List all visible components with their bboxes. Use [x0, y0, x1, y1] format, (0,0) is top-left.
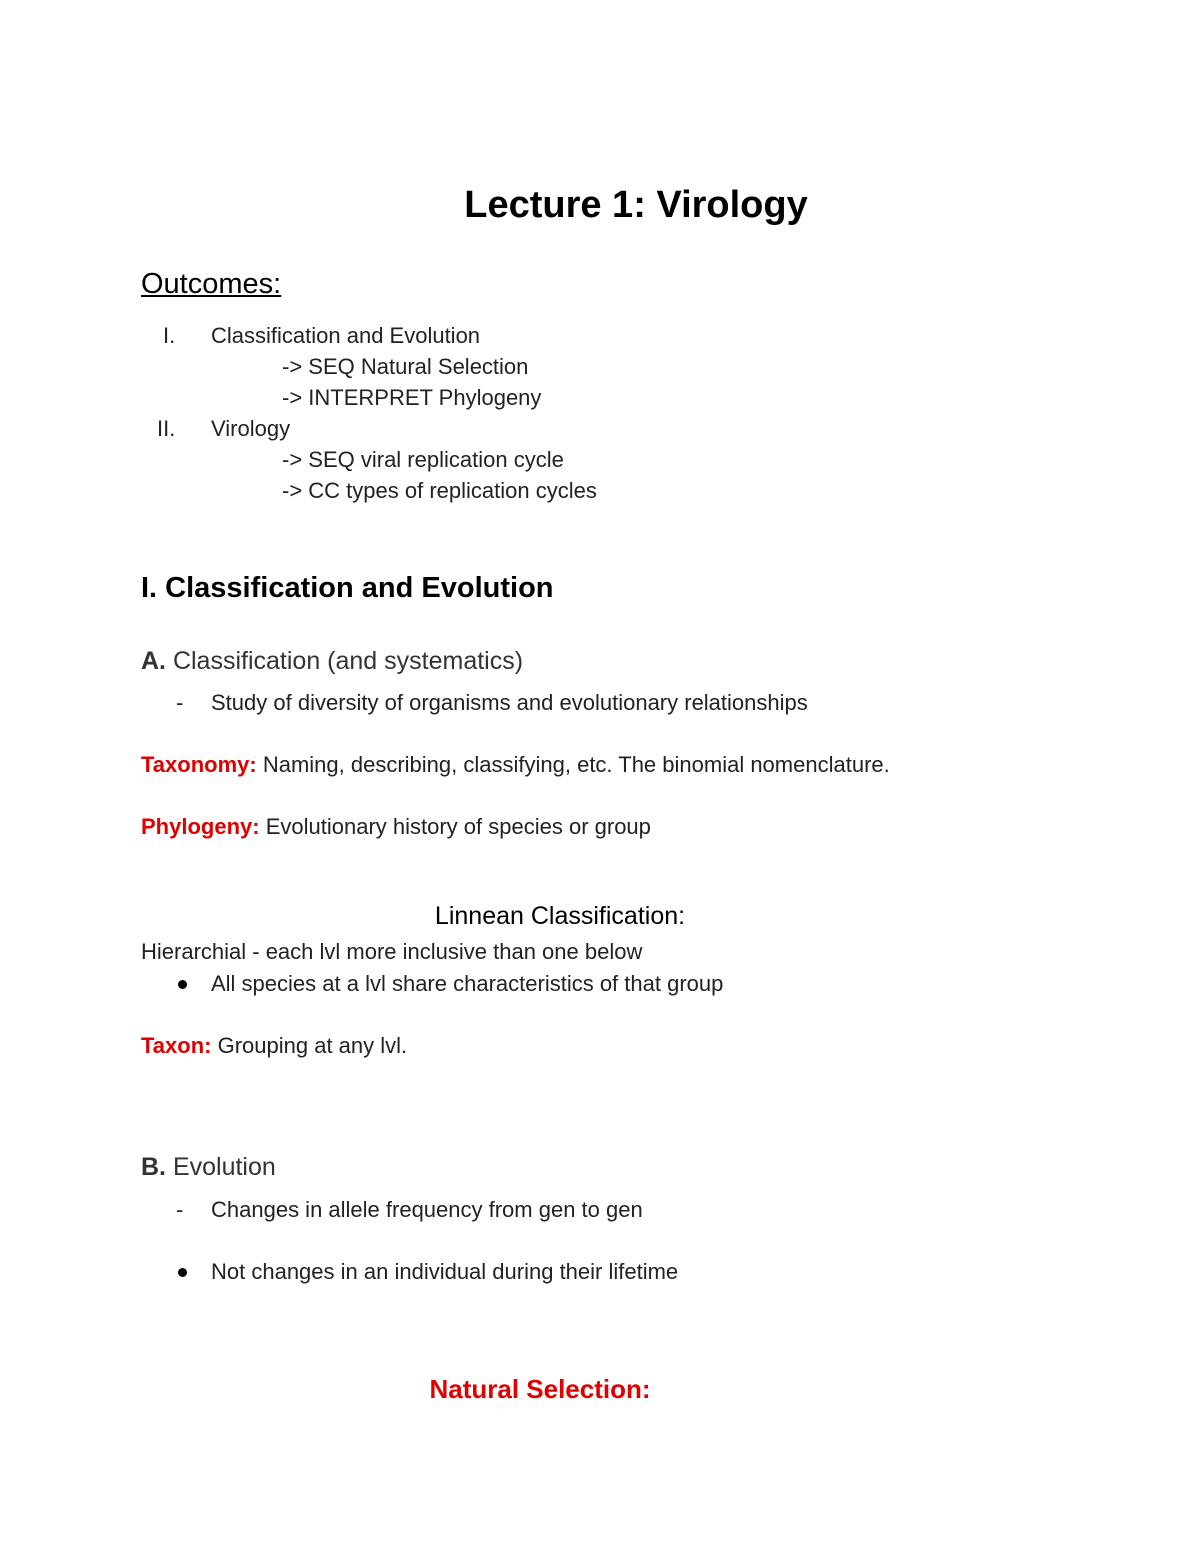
taxonomy-def: Naming, describing, classifying, etc. The binomial nomenclature. — [262, 752, 890, 777]
list-item: Changes in allele frequency from gen to gen — [211, 1197, 643, 1222]
phylogeny-term: Phylogeny: — [141, 814, 260, 839]
bullet-icon — [178, 980, 187, 989]
natural-selection-heading: Natural Selection: — [429, 1374, 651, 1404]
subsection-title: Classification (and systematics) — [172, 647, 524, 675]
dash-marker: - — [176, 1197, 184, 1222]
outcome-subitem: -> SEQ Natural Selection — [282, 354, 529, 379]
taxonomy-term: Taxonomy: — [141, 752, 257, 777]
outcome-subitem: -> INTERPRET Phylogeny — [282, 385, 542, 410]
subsection-letter: B. — [141, 1153, 166, 1181]
outcomes-heading: Outcomes: — [141, 268, 282, 300]
taxonomy-definition — [141, 752, 890, 778]
linnean-heading: Linnean Classification: — [434, 902, 686, 930]
section-heading: I. Classification and Evolution — [141, 572, 554, 604]
phylogeny-definition — [141, 814, 651, 840]
outcome-subitem: -> SEQ viral replication cycle — [282, 447, 564, 472]
subsection-heading-b — [141, 1153, 276, 1182]
taxon-definition — [141, 1033, 407, 1059]
outcome-subitem: -> CC types of replication cycles — [282, 478, 597, 503]
bullet-icon — [178, 1268, 187, 1277]
phylogeny-def: Evolutionary history of species or group — [265, 814, 651, 839]
linnean-text: Hierarchial - each lvl more inclusive than one below — [141, 939, 643, 964]
outcome-number: II. — [157, 416, 176, 441]
list-item: All species at a lvl share characteristics of that group — [211, 971, 724, 996]
dash-marker: - — [176, 690, 184, 715]
taxon-term: Taxon: — [141, 1033, 212, 1058]
taxon-def: Grouping at any lvl. — [217, 1033, 408, 1058]
subsection-heading-a — [141, 647, 523, 676]
list-item: Study of diversity of organisms and evolutionary relationships — [211, 690, 808, 715]
list-item: Not changes in an individual during their lifetime — [211, 1259, 679, 1284]
subsection-title: Evolution — [172, 1153, 276, 1181]
outcome-number: I. — [163, 323, 176, 348]
page-title: Lecture 1: Virology — [464, 184, 808, 226]
outcome-text: Classification and Evolution — [211, 323, 481, 348]
subsection-letter: A. — [141, 647, 166, 675]
outcome-text: Virology — [211, 416, 291, 441]
